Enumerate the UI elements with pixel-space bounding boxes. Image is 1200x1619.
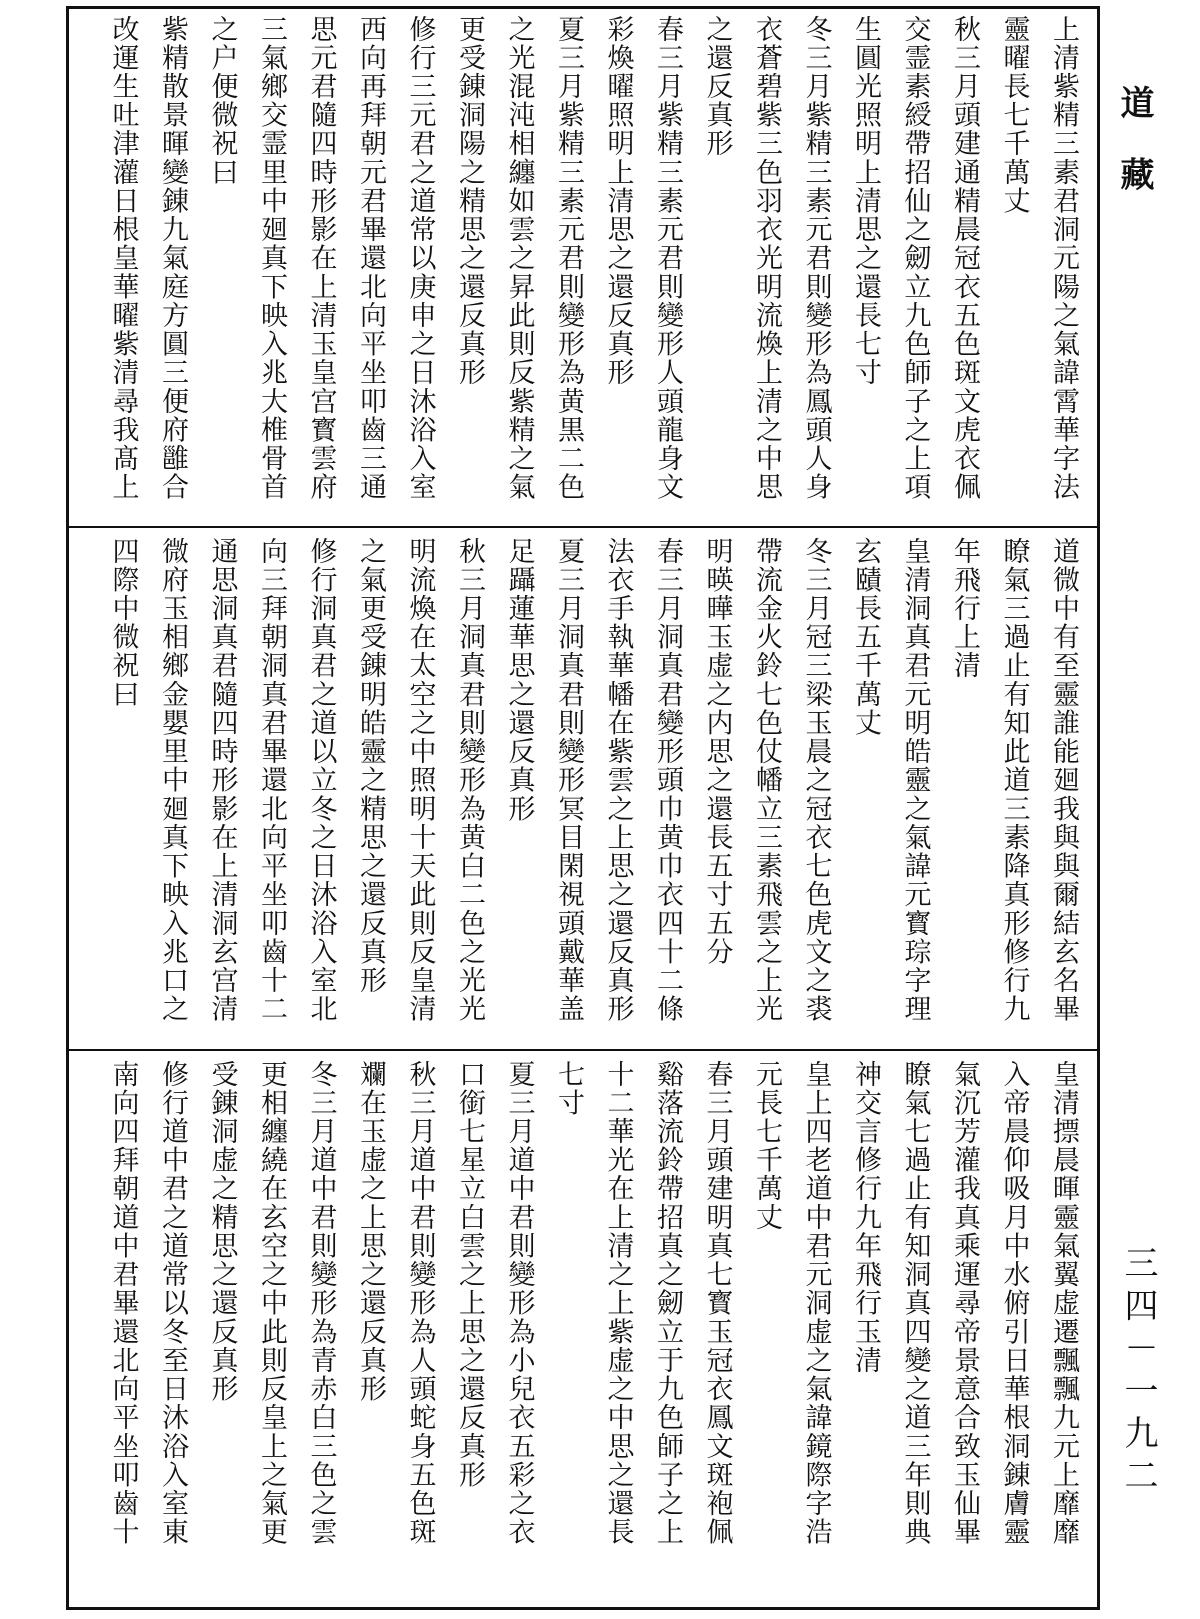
text-column: 之光混沌相纏如雲之昇此則反紫精之氣 — [503, 15, 535, 502]
text-column: 皇清摽晨暉靈氣翼虚遷飄飄九元上靡靡 — [1048, 1060, 1079, 1547]
text-column: 氣沉芳灌我真乘運尋帝景意合致玉仙畢 — [949, 1060, 980, 1547]
text-column: 皇清洞真君元明皓靈之氣諱元寳琮字理 — [899, 537, 931, 1024]
text-column: 春三月紫精三素元君則變形人頭龍身文 — [652, 15, 683, 502]
text-column: 紫精散景暉變錬九氣庭方圓三便府雝合 — [157, 15, 188, 502]
text-column: 夏三月洞真君則變形冥目閑視頭戴華盖 — [553, 537, 584, 1024]
page-frame — [66, 6, 1100, 1610]
side-title: 道藏 — [1114, 85, 1154, 228]
text-column: 春三月頭建明真七寳玉冠衣鳳文斑袍佩 — [701, 1060, 733, 1547]
text-column: 足躡蓮華思之還反真形 — [503, 537, 535, 824]
text-column: 秋三月道中君則變形為人頭蛇身五色斑 — [404, 1060, 436, 1547]
text-column: 修行洞真君之道以立冬之日沐浴入室北 — [305, 537, 337, 1024]
text-column: 之還反真形 — [701, 15, 733, 159]
text-panel-top — [75, 15, 1091, 523]
text-column: 之氣更受錬明皓靈之精思之還反真形 — [355, 537, 386, 995]
text-column: 改運生吐津灌日根皇華曜紫清尋我髙上 — [107, 15, 139, 502]
panel-divider — [69, 1049, 1097, 1051]
text-column: 四際中微祝曰 — [107, 537, 139, 709]
text-column: 十二華光在上清之上紫虚之中思之還長 — [602, 1060, 634, 1547]
text-column: 瞭氣三過止有知此道三素降真形修行九 — [998, 537, 1030, 1024]
text-column: 修行道中君之道常以冬至日沐浴入室東 — [157, 1060, 188, 1547]
text-column: 更受錬洞陽之精思之還反真形 — [454, 15, 485, 388]
text-column: 明流煥在太空之中照明十天此則反皇清 — [404, 537, 436, 1024]
text-column: 道微中有至靈誰能廻我與與爾結玄名畢 — [1048, 537, 1079, 1024]
text-column: 更相纏繞在玄空之中此則反皇上之氣更 — [256, 1060, 287, 1547]
text-column: 七寸 — [553, 1060, 584, 1118]
text-column: 交霊素綬帶招仙之劒立九色師子之上項 — [899, 15, 931, 502]
text-column: 冬三月道中君則變形為青赤白三色之雲 — [305, 1060, 337, 1547]
text-column: 夏三月道中君則變形為小兒衣五彩之衣 — [503, 1060, 535, 1547]
text-column: 冬三月冠三梁玉晨之冠衣七色虎文之裘 — [800, 537, 832, 1024]
text-panel-bottom — [75, 1060, 1091, 1600]
text-column: 口銜七星立白雲之上思之還反真形 — [454, 1060, 485, 1490]
text-panel-middle — [75, 537, 1091, 1045]
text-column: 年飛行上清 — [949, 537, 980, 681]
text-column: 谿落流鈴帶招真之劒立于九色師子之上 — [652, 1060, 683, 1547]
text-column: 皇上四老道中君元洞虚之氣諱鏡際字浩 — [800, 1060, 832, 1547]
text-column: 神交言修行九年飛行玉清 — [850, 1060, 881, 1375]
text-column: 三氣鄉交霊里中廻真下映入兆大椎骨首 — [256, 15, 287, 502]
text-column: 斕在玉虚之上思之還反真形 — [355, 1060, 386, 1404]
text-column: 南向四拜朝道中君畢還北向平坐叩齒十 — [107, 1060, 139, 1547]
text-column: 向三拜朝洞真君畢還北向平坐叩齒十二 — [256, 537, 287, 1024]
text-column: 夏三月紫精三素元君則變形為黄黒二色 — [553, 15, 584, 502]
text-column: 衣蒼碧紫三色羽衣光明流煥上清之中思 — [751, 15, 782, 502]
text-column: 之户便微祝曰 — [206, 15, 238, 187]
text-column: 思元君隨四時形影在上清玉皇宫寳雲府 — [305, 15, 337, 502]
text-column: 生圓光照明上清思之還長七寸 — [850, 15, 881, 388]
text-column: 瞭氣七過止有知洞真四變之道三年則典 — [899, 1060, 931, 1547]
text-column: 秋三月洞真君則變形為黄白二色之光光 — [454, 537, 485, 1024]
text-column: 元長七千萬丈 — [751, 1060, 782, 1232]
text-column: 西向再拜朝元君畢還北向平坐叩齒三通 — [355, 15, 386, 502]
text-column: 微府玉相鄉金嬰里中廻真下映入兆口之 — [157, 537, 188, 1024]
text-column: 冬三月紫精三素元君則變形為鳳頭人身 — [800, 15, 832, 502]
text-column: 靈曜長七千萬丈 — [998, 15, 1030, 216]
text-column: 入帝晨仰吸月中水俯引日華根洞錬膚靈 — [998, 1060, 1030, 1547]
text-column: 彩煥曜照明上清思之還反真形 — [602, 15, 634, 388]
text-column: 春三月洞真君變形頭巾黄巾衣四十二條 — [652, 537, 683, 1024]
text-column: 玄賾長五千萬丈 — [850, 537, 881, 738]
panel-divider — [69, 526, 1097, 528]
text-column: 修行三元君之道常以庚申之日沐浴入室 — [404, 15, 436, 502]
text-column: 帶流金火鈴七色仗幡立三素飛雲之上光 — [751, 537, 782, 1024]
text-column: 通思洞真君隨四時形影在上清洞玄宫清 — [206, 537, 238, 1024]
text-column: 法衣手執華幡在紫雲之上思之還反真形 — [602, 537, 634, 1024]
text-column: 受錬洞虚之精思之還反真形 — [206, 1060, 238, 1404]
text-column: 明暎曄玉虚之内思之還長五寸五分 — [701, 537, 733, 967]
page-number: 三四－一九二 — [1118, 1245, 1158, 1500]
text-column: 秋三月頭建通精晨冠衣五色斑文虎衣佩 — [949, 15, 980, 502]
text-column: 上清紫精三素君洞元陽之氣諱霄華字法 — [1048, 15, 1079, 502]
